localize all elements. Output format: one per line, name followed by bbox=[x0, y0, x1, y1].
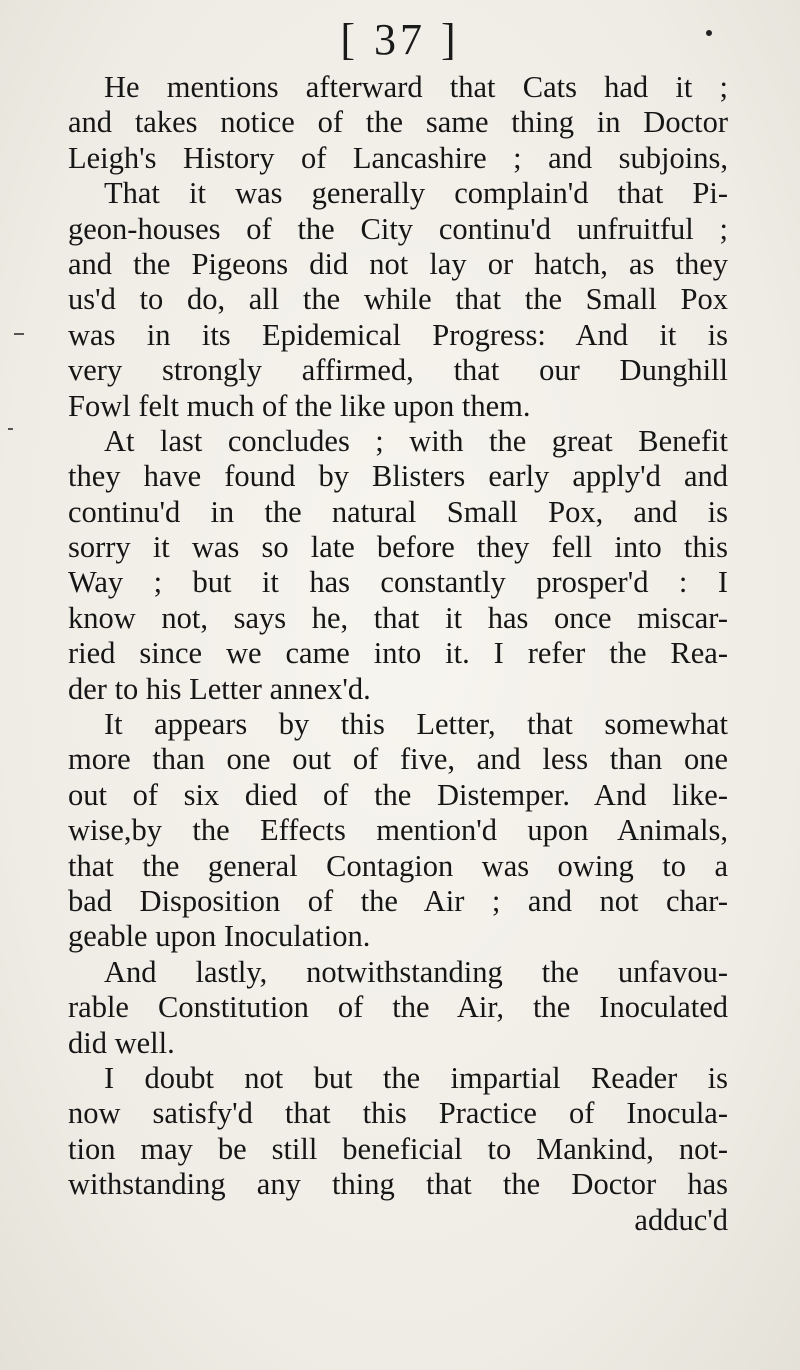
text-line: ried since we came into it. I refer the Rea- bbox=[68, 636, 728, 671]
catchword: adduc'd bbox=[634, 1202, 728, 1237]
text-line: Leigh's History of Lancashire ; and subjoins, bbox=[68, 140, 728, 175]
margin-mark bbox=[8, 428, 13, 430]
text-line: very strongly affirmed, that our Dunghill bbox=[68, 353, 728, 388]
text-line: geon-houses of the City continu'd unfruitful ; bbox=[68, 211, 728, 246]
text-line: us'd to do, all the while that the Small Pox bbox=[68, 282, 728, 317]
text-line: wise,by the Effects mention'd upon Animals, bbox=[68, 813, 728, 848]
page-number: [ 37 ] bbox=[340, 15, 460, 64]
text-line: was in its Epidemical Progress: And it is bbox=[68, 317, 728, 352]
text-line: geable upon Inoculation. bbox=[68, 919, 371, 954]
text-line: Way ; but it has constantly prosper'd : I bbox=[68, 565, 728, 600]
text-line: continu'd in the natural Small Pox, and is bbox=[68, 494, 728, 529]
text-line: now satisfy'd that this Practice of Inocula- bbox=[68, 1096, 728, 1131]
text-line: and takes notice of the same thing in Doctor bbox=[68, 105, 728, 140]
text-line: out of six died of the Distemper. And like- bbox=[68, 777, 728, 812]
text-line: At last concludes ; with the great Benefit bbox=[104, 423, 728, 458]
text-line: and the Pigeons did not lay or hatch, as they bbox=[68, 246, 728, 281]
text-line: der to his Letter annex'd. bbox=[68, 671, 371, 706]
text-line: That it was generally complain'd that Pi- bbox=[104, 176, 728, 211]
text-line: tion may be still beneficial to Mankind, not- bbox=[68, 1131, 728, 1166]
text-line: withstanding any thing that the Doctor has bbox=[68, 1167, 728, 1202]
text-line: did well. bbox=[68, 1025, 175, 1060]
text-line: know not, says he, that it has once miscar- bbox=[68, 600, 728, 635]
text-line: rable Constitution of the Air, the Inoculated bbox=[68, 990, 728, 1025]
margin-mark bbox=[14, 333, 24, 335]
text-line: sorry it was so late before they fell into this bbox=[68, 530, 728, 565]
text-line: more than one out of five, and less than one bbox=[68, 742, 728, 777]
text-line: It appears by this Letter, that somewhat bbox=[104, 707, 728, 742]
ink-speck bbox=[706, 30, 712, 36]
text-line: they have found by Blisters early apply'd and bbox=[68, 459, 728, 494]
text-line: I doubt not but the impartial Reader is bbox=[104, 1060, 728, 1095]
body-text bbox=[68, 70, 728, 1238]
text-line: Fowl felt much of the like upon them. bbox=[68, 388, 531, 423]
text-line: He mentions afterward that Cats had it ; bbox=[104, 70, 728, 104]
text-line: bad Disposition of the Air ; and not char- bbox=[68, 883, 728, 918]
text-line: And lastly, notwithstanding the unfavou- bbox=[104, 954, 728, 989]
text-line: that the general Contagion was owing to a bbox=[68, 848, 728, 883]
